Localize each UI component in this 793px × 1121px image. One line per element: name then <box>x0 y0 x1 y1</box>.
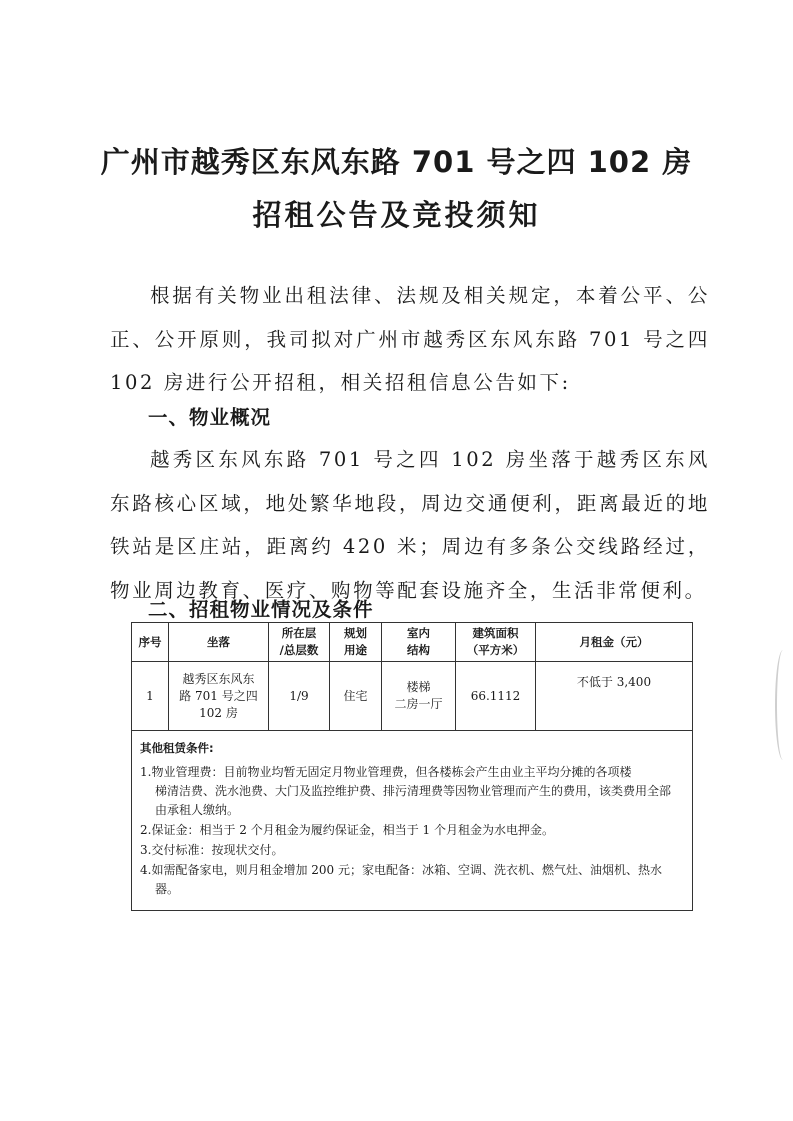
cell-location: 越秀区东风东 路 701 号之四 102 房 <box>169 662 269 731</box>
cell-no: 1 <box>132 662 169 731</box>
intro-paragraph: 根据有关物业出租法律、法规及相关规定，本着公平、公正、公开原则，我司拟对广州市越秀区东风东路 701 号之四 102 房进行公开招租，相关招租信息公告如下: <box>110 284 710 394</box>
table-row <box>132 662 693 731</box>
scan-binding-mark <box>775 650 791 760</box>
header-area: 建筑面积 （平方米） <box>456 623 536 662</box>
overview-paragraph: 越秀区东风东路 701 号之四 102 房坐落于越秀区东风东路核心区域，地处繁华地段，周边交通便利，距离最近的地铁站是区庄站，距离约 420 米；周边有多条公交线路经过，物业周边教育、医疗、购物等配套设施齐全，生活非常便利。 <box>110 448 710 602</box>
other-conditions-title: 其他租赁条件: <box>140 741 214 755</box>
header-no: 序号 <box>132 623 169 662</box>
header-structure: 室内 结构 <box>382 623 456 662</box>
section-heading-conditions: 二、招租物业情况及条件 <box>148 598 374 621</box>
other-conditions-box <box>131 730 693 911</box>
cell-area: 66.1112 <box>456 662 536 731</box>
cell-rent: 不低于 3,400 <box>536 662 693 731</box>
rental-property-table <box>131 622 693 731</box>
condition-item-deposit: 2.保证金：相当于 2 个月租金为履约保证金，相当于 1 个月租金为水电押金。 <box>140 823 554 837</box>
header-floor: 所在层 /总层数 <box>269 623 330 662</box>
section-heading-overview: 一、物业概况 <box>148 406 272 429</box>
header-location: 坐落 <box>169 623 269 662</box>
condition-item-management-fee: 1.物业管理费：目前物业均暂无固定月物业管理费，但各楼栋会产生由业主平均分摊的各项楼 梯清洁费、洗水池费、大门及监控维护费、排污清理费等因物业管理而产生的费用，该类费用全部由承租人缴纳。 <box>140 765 672 817</box>
header-rent: 月租金（元） <box>536 623 693 662</box>
condition-item-appliances: 4.如需配备家电，则月租金增加 200 元；家电配备：冰箱、空调、洗衣机、燃气灶、油烟机、热水器。 <box>140 863 662 896</box>
cell-structure: 楼梯 二房一厅 <box>382 662 456 731</box>
document-title-line-1: 广州市越秀区东风东路 701 号之四 102 房 <box>100 145 693 179</box>
condition-item-delivery: 3.交付标准：按现状交付。 <box>140 843 284 857</box>
document-title-line-2: 招租公告及竞投须知 <box>252 198 541 232</box>
table-header-row <box>132 623 693 662</box>
cell-use: 住宅 <box>330 662 382 731</box>
header-use: 规划 用途 <box>330 623 382 662</box>
cell-floor: 1/9 <box>269 662 330 731</box>
